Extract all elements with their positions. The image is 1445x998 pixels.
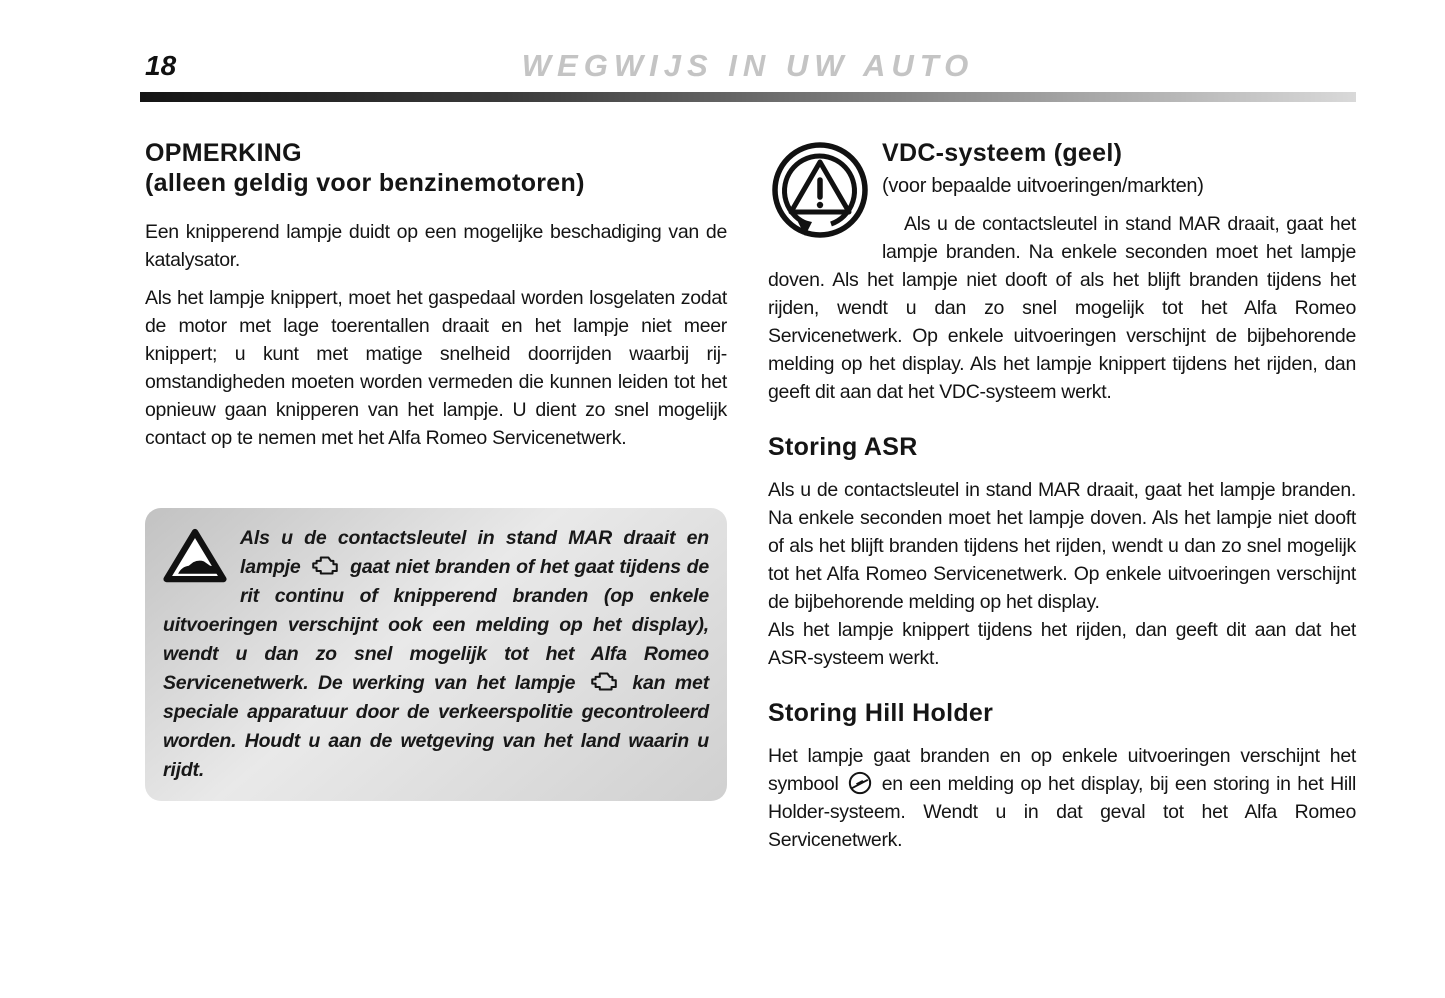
left-column (145, 138, 727, 801)
car-warning-triangle-icon (163, 527, 227, 585)
paragraph-asr-1: Als u de contactsleutel in stand MAR draait, gaat het lampje branden. Na enkele seconden moet het lampje doven. Als het lampje niet dooft of als het blijft branden tijdens het rijden, wendt u dan zo snel mogelijk tot het Alfa Romeo Servicenetwerk. Op enkele uitvoeringen verschijnt de bijbehorende melding op het display. (768, 479, 1356, 613)
section-heading-storing-asr: Storing ASR (768, 433, 918, 461)
vdc-section (768, 138, 1356, 406)
vdc-subheading: (voor bepaalde uitvoeringen/markten) (882, 175, 1204, 197)
page-title: WEGWIJS IN UW AUTO (521, 48, 975, 83)
note-text-2: gaat niet branden of het gaat tijdens de rit continu of knipperend branden (op enkele uitvoeringen verschijnt ook een melding op het display), wendt u dan zo snel mogelijk tot het Alfa Romeo Servicenetwerk. De werking van het lampje (163, 556, 710, 694)
paragraph-hill-holder (768, 742, 1356, 854)
heading-line-2: (alleen geldig voor benzinemotoren) (145, 169, 585, 197)
hill-holder-text-2: en een melding op het display, bij een storing in het Hill Holder-systeem. Wendt u in dat geval tot het Alfa Romeo Servicenetwerk. (768, 773, 1356, 851)
section-heading-storing-hill-holder: Storing Hill Holder (768, 699, 994, 727)
warning-note-box (145, 508, 727, 801)
hill-holder-icon (848, 771, 872, 795)
section-heading-opmerking (145, 138, 727, 198)
note-text-1: Als u de contactsleutel in stand MAR draait en lampje (240, 527, 709, 578)
engine-check-icon (310, 555, 340, 576)
hill-holder-text-1: Het lampje gaat branden en op enkele uitvoeringen verschijnt het symbool (768, 745, 1356, 795)
engine-check-icon (589, 671, 619, 692)
paragraph-vdc: Als u de contactsleutel in stand MAR draait, gaat het lampje branden. Na enkele seconden moet het lampje doven. Als het lampje niet dooft of als het blijft branden tijdens het rijden, wendt u dan zo snel mogelijk tot het Alfa Romeo Servicenetwerk. Op enkele uitvoeringen verschijnt de bijbehorende melding op het display. Als het lampje knippert tijdens het rijden, dan geeft dit aan dat het VDC-systeem werkt. (768, 213, 1356, 403)
right-column (768, 138, 1356, 864)
page-number: 18 (145, 50, 177, 81)
paragraph-katalysator: Een knipperend lampje duidt op een mogelijke beschadiging van de katalysator. (145, 221, 727, 271)
note-text-3: kan met speciale apparatuur door de verkeerspolitie gecontroleerd worden. Houdt u aan de wetgeving van het land waarin u rijdt. (163, 672, 709, 781)
heading-line-1: OPMERKING (145, 139, 302, 167)
paragraph-asr-2: Als het lampje knippert tijdens het rijden, dan geeft dit aan dat het ASR-systeem werkt. (768, 619, 1356, 669)
vdc-indicator-icon (768, 140, 872, 244)
section-heading-vdc: VDC-systeem (geel) (882, 139, 1123, 167)
paragraph-gaspedaal: Als het lampje knippert, moet het gaspedaal worden losgelaten zodat de motor met lage toerentallen draait en het lampje niet meer knippert; u kunt met matige snelheid doorrijden waarbij rij-omstandigheden moeten worden vermeden die kunnen leiden tot het opnieuw gaan knipperen van het lampje. U dient zo snel mogelijk contact op te nemen met het Alfa Romeo Servicenetwerk. (145, 287, 727, 449)
header-rule (140, 92, 1356, 102)
